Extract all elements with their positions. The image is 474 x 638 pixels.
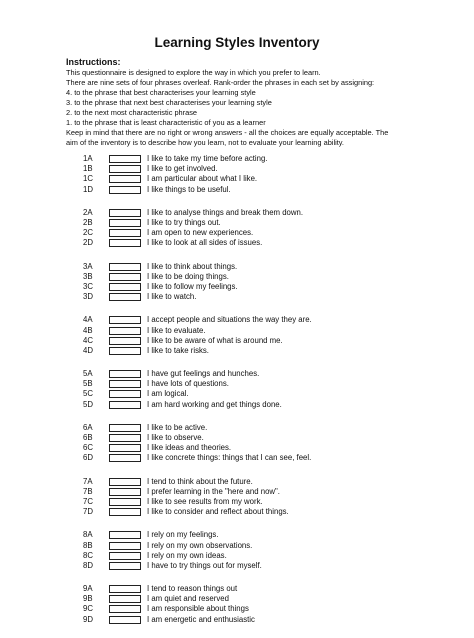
phrase-row (83, 507, 312, 517)
rank-box[interactable] (109, 380, 141, 388)
phrase-row (83, 315, 312, 325)
phrase-row (83, 282, 312, 292)
rank-box[interactable] (109, 186, 141, 194)
phrase-set-6 (83, 423, 312, 464)
item-code: 7B (83, 486, 93, 496)
rank-box[interactable] (109, 562, 141, 570)
item-phrase: I like to be doing things. (147, 271, 229, 281)
instructions-heading: Instructions: (66, 57, 121, 67)
phrase-row (83, 615, 312, 625)
rank-box[interactable] (109, 293, 141, 301)
item-phrase: I like to take risks. (147, 345, 209, 355)
item-phrase: I am logical. (147, 389, 189, 399)
item-code: 7C (83, 496, 93, 506)
phrase-row (83, 208, 312, 218)
item-code: 4D (83, 345, 93, 355)
item-phrase: I prefer learning in the "here and now". (147, 486, 280, 496)
instruction-line: 3. to the phrase that next best characterises your learning style (66, 98, 272, 107)
item-code: 1C (83, 174, 93, 184)
phrase-row (83, 174, 312, 184)
phrase-row (83, 433, 312, 443)
rank-box[interactable] (109, 263, 141, 271)
item-phrase: I like to think about things. (147, 261, 238, 271)
item-phrase: I rely on my feelings. (147, 530, 219, 540)
rank-box[interactable] (109, 370, 141, 378)
item-code: 2B (83, 218, 93, 228)
phrase-set-7 (83, 477, 312, 518)
phrase-row (83, 423, 312, 433)
phrase-row (83, 336, 312, 346)
item-phrase: I am responsible about things (147, 604, 249, 614)
instruction-line: Keep in mind that there are no right or wrong answers - all the choices are equally acceptable. The (66, 128, 389, 137)
phrase-row (83, 487, 312, 497)
rank-box[interactable] (109, 542, 141, 550)
rank-box[interactable] (109, 283, 141, 291)
item-code: 2A (83, 207, 93, 217)
rank-box[interactable] (109, 229, 141, 237)
item-code: 2C (83, 228, 93, 238)
item-code: 3D (83, 292, 93, 302)
item-code: 2D (83, 238, 93, 248)
phrase-row (83, 272, 312, 282)
item-phrase: I tend to think about the future. (147, 476, 253, 486)
rank-box[interactable] (109, 616, 141, 624)
phrase-set-4 (83, 315, 312, 356)
item-phrase: I like to follow my feelings. (147, 281, 238, 291)
item-phrase: I like to try things out. (147, 218, 221, 228)
rank-box[interactable] (109, 424, 141, 432)
item-phrase: I tend to reason things out (147, 584, 238, 594)
item-code: 6C (83, 443, 93, 453)
item-phrase: I am energetic and enthusiastic (147, 614, 255, 624)
item-code: 3B (83, 271, 93, 281)
item-code: 6D (83, 453, 93, 463)
rank-box[interactable] (109, 337, 141, 345)
item-phrase: I like to look at all sides of issues. (147, 238, 263, 248)
item-phrase: I rely on my own ideas. (147, 550, 227, 560)
item-phrase: I accept people and situations the way they are. (147, 315, 312, 325)
rank-box[interactable] (109, 585, 141, 593)
item-phrase: I am open to new experiences. (147, 228, 254, 238)
item-code: 1D (83, 184, 93, 194)
item-code: 6A (83, 422, 93, 432)
phrase-row (83, 369, 312, 379)
rank-box[interactable] (109, 444, 141, 452)
item-code: 9B (83, 594, 93, 604)
item-code: 8C (83, 550, 93, 560)
rank-box[interactable] (109, 155, 141, 163)
item-phrase: I like things to be useful. (147, 184, 231, 194)
rank-box[interactable] (109, 239, 141, 247)
item-phrase: I am particular about what I like. (147, 174, 258, 184)
item-code: 7A (83, 476, 93, 486)
item-code: 8A (83, 530, 93, 540)
item-phrase: I like to evaluate. (147, 325, 206, 335)
item-code: 8D (83, 560, 93, 570)
phrase-row (83, 530, 312, 540)
phrase-row (83, 561, 312, 571)
instructions-text (66, 68, 408, 148)
rank-box[interactable] (109, 552, 141, 560)
instruction-line: There are nine sets of four phrases overleaf. Rank-order the phrases in each set by assigning: (66, 78, 375, 87)
phrase-row (83, 262, 312, 272)
item-phrase: I like to see results from my work. (147, 496, 263, 506)
rank-box[interactable] (109, 175, 141, 183)
rank-box[interactable] (109, 390, 141, 398)
rank-box[interactable] (109, 508, 141, 516)
rank-box[interactable] (109, 488, 141, 496)
phrase-set-2 (83, 208, 312, 249)
rank-box[interactable] (109, 209, 141, 217)
item-phrase: I like to take my time before acting. (147, 154, 268, 164)
item-phrase: I like ideas and theories. (147, 443, 232, 453)
phrase-row (83, 477, 312, 487)
item-code: 4B (83, 325, 93, 335)
instruction-line: aim of the inventory is to describe how you learn, not to evaluate your learning ability. (66, 138, 344, 147)
item-code: 6B (83, 433, 93, 443)
phrase-row (83, 604, 312, 614)
item-code: 3C (83, 281, 93, 291)
rank-box[interactable] (109, 316, 141, 324)
rank-box[interactable] (109, 454, 141, 462)
item-code: 4C (83, 335, 93, 345)
phrase-row (83, 389, 312, 399)
item-code: 5B (83, 379, 93, 389)
item-phrase: I have gut feelings and hunches. (147, 369, 260, 379)
item-code: 1A (83, 154, 93, 164)
item-code: 4A (83, 315, 93, 325)
phrase-row (83, 228, 312, 238)
phrase-row (83, 497, 312, 507)
phrase-set-5 (83, 369, 312, 410)
item-code: 9D (83, 614, 93, 624)
rank-box[interactable] (109, 605, 141, 613)
phrase-set-1 (83, 154, 312, 195)
item-phrase: I like to be active. (147, 422, 208, 432)
phrase-set-3 (83, 262, 312, 303)
instruction-line: 1. to the phrase that is least characteristic of you as a learner (66, 118, 266, 127)
phrase-row (83, 551, 312, 561)
phrase-row (83, 453, 312, 463)
item-code: 5A (83, 369, 93, 379)
phrase-row (83, 594, 312, 604)
item-code: 8B (83, 540, 93, 550)
instruction-line: 2. to the next most characteristic phrase (66, 108, 198, 117)
instruction-line: This questionnaire is designed to explore the way in which you prefer to learn. (66, 68, 321, 77)
phrase-row (83, 292, 312, 302)
item-code: 5C (83, 389, 93, 399)
phrase-row (83, 325, 312, 335)
item-code: 9C (83, 604, 93, 614)
item-code: 5D (83, 399, 93, 409)
item-code: 7D (83, 507, 93, 517)
rank-box[interactable] (109, 478, 141, 486)
item-code: 3A (83, 261, 93, 271)
item-phrase: I like to get involved. (147, 164, 218, 174)
item-code: 1B (83, 164, 93, 174)
phrase-row (83, 218, 312, 228)
rank-box[interactable] (109, 165, 141, 173)
item-phrase: I like concrete things: things that I can see, feel. (147, 453, 312, 463)
phrase-set-9 (83, 584, 312, 625)
phrase-row (83, 379, 312, 389)
phrase-row (83, 185, 312, 195)
rank-box[interactable] (109, 347, 141, 355)
instruction-line: 4. to the phrase that best characterises your learning style (66, 88, 256, 97)
item-phrase: I like to observe. (147, 433, 204, 443)
item-phrase: I am hard working and get things done. (147, 399, 282, 409)
phrase-row (83, 443, 312, 453)
rank-box[interactable] (109, 273, 141, 281)
item-phrase: I rely on my own observations. (147, 540, 253, 550)
rank-box[interactable] (109, 327, 141, 335)
item-phrase: I am quiet and reserved (147, 594, 229, 604)
phrase-row (83, 346, 312, 356)
rank-box[interactable] (109, 434, 141, 442)
page-title: Learning Styles Inventory (154, 35, 320, 50)
rank-box[interactable] (109, 531, 141, 539)
rank-box[interactable] (109, 595, 141, 603)
phrase-row (83, 154, 312, 164)
rank-box[interactable] (109, 219, 141, 227)
item-phrase: I like to watch. (147, 292, 197, 302)
item-phrase: I like to consider and reflect about things. (147, 507, 289, 517)
phrase-row (83, 400, 312, 410)
phrase-row (83, 540, 312, 550)
rank-box[interactable] (109, 498, 141, 506)
item-phrase: I like to analyse things and break them down. (147, 207, 304, 217)
item-code: 9A (83, 584, 93, 594)
rank-box[interactable] (109, 401, 141, 409)
phrase-set-8 (83, 530, 312, 571)
inventory-sets (83, 154, 312, 638)
phrase-row (83, 584, 312, 594)
item-phrase: I have lots of questions. (147, 379, 229, 389)
phrase-row (83, 238, 312, 248)
item-phrase: I like to be aware of what is around me. (147, 335, 283, 345)
phrase-row (83, 164, 312, 174)
item-phrase: I have to try things out for myself. (147, 560, 262, 570)
